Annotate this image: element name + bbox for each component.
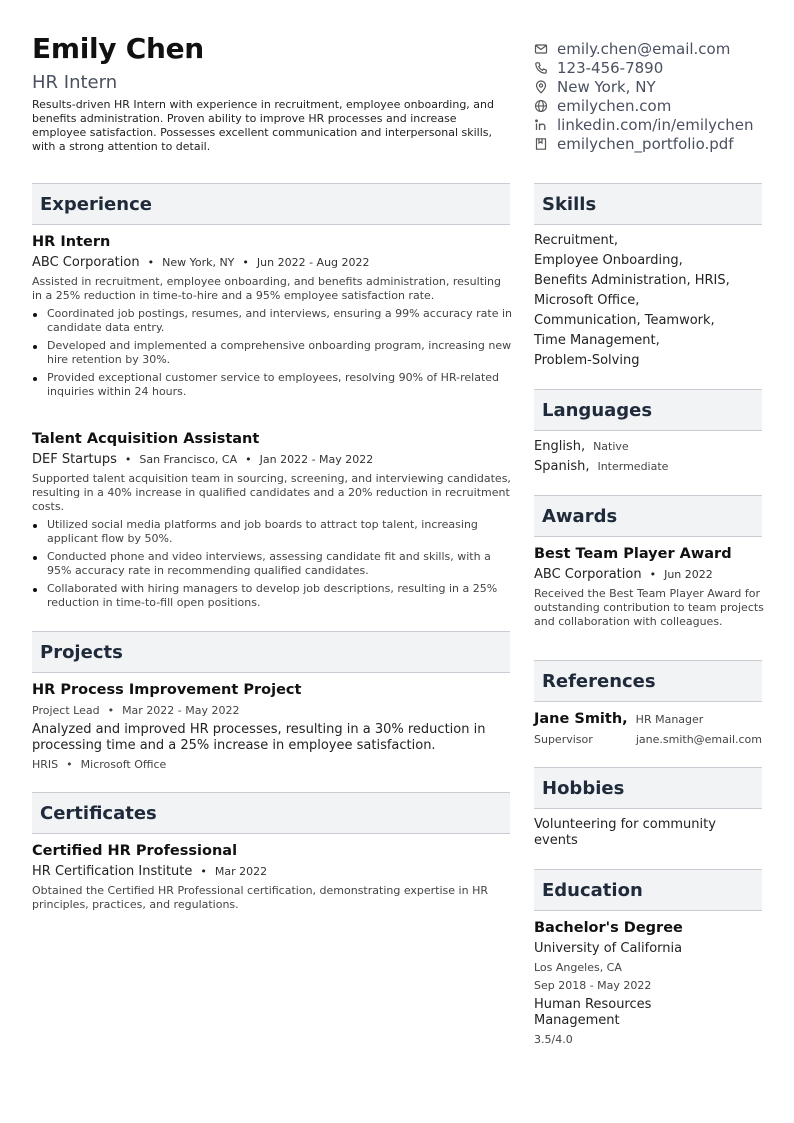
reference-name: Jane Smith, <box>534 711 628 727</box>
project-title: HR Process Improvement Project <box>32 682 302 698</box>
list-item: Conducted phone and video interviews, assessing candidate fit and skills, with a 95% accuracy rate in recommending qualified candidates. <box>32 550 514 578</box>
contact-phone-text: 123-456-7890 <box>557 58 664 77</box>
projects-heading: Projects <box>32 631 510 673</box>
award-title: Best Team Player Award <box>534 546 732 562</box>
list-item: Collaborated with hiring managers to develop job descriptions, resulting in a 25% reduction in time-to-fill open positions. <box>32 582 514 610</box>
language-item <box>534 457 766 477</box>
languages-list <box>534 437 766 477</box>
contact-list <box>534 39 784 153</box>
linkedin-icon <box>534 118 548 132</box>
location-pin-icon <box>534 80 548 94</box>
contact-location-text: New York, NY <box>557 77 656 96</box>
certificate-date: Mar 2022 <box>214 865 268 878</box>
contact-portfolio[interactable] <box>534 134 784 153</box>
language-item <box>534 437 766 457</box>
reference-details <box>534 733 762 746</box>
skills-heading: Skills <box>534 183 762 225</box>
job-summary: Assisted in recruitment, employee onboarding, and benefits administration, resulting in a 25% reduction in time-to-hire and a 95% employee satisfaction rate. <box>32 275 502 302</box>
job-summary: Supported talent acquisition team in sourcing, screening, and interviewing candidates, resulting in a 40% increase in qualified candidates and a 20% reduction in recruitment costs. <box>32 472 511 513</box>
contact-linkedin[interactable] <box>534 115 784 134</box>
project-tags <box>32 758 514 771</box>
reference-item <box>534 711 766 746</box>
hobbies-list <box>534 817 744 849</box>
job-company: ABC Corporation <box>32 255 140 270</box>
project-description: Analyzed and improved HR processes, resulting in a 30% reduction in processing time and a 25% increase in employee satisfaction. <box>32 722 486 753</box>
award-date: Jun 2022 <box>664 568 713 581</box>
job-bullets <box>32 518 514 610</box>
skill-line: Benefits Administration, HRIS, <box>534 273 730 288</box>
certificate-description: Obtained the Certified HR Professional certification, demonstrating expertise in HR principles, practices, and regulations. <box>32 884 488 911</box>
contact-linkedin-text: linkedin.com/in/emilychen <box>557 115 754 134</box>
language-level: Native <box>593 440 629 453</box>
list-item: Coordinated job postings, resumes, and interviews, ensuring a 99% accuracy rate in candidate data entry. <box>32 307 514 335</box>
job-dates: Jan 2022 - May 2022 <box>259 453 374 466</box>
certificate-title: Certified HR Professional <box>32 843 238 859</box>
education-heading: Education <box>534 869 762 911</box>
award-issuer: ABC Corporation <box>534 567 642 582</box>
project-dates: Mar 2022 - May 2022 <box>122 704 240 717</box>
contact-website-text: emilychen.com <box>557 96 672 115</box>
separator-dot: • <box>107 704 115 717</box>
separator-dot: • <box>66 758 73 771</box>
hobby-item: Volunteering for community events <box>534 817 716 848</box>
reference-relation: Supervisor <box>534 733 593 746</box>
project-tag: Microsoft Office <box>80 758 167 771</box>
profile-summary: Results-driven HR Intern with experience in recruitment, employee onboarding, and benefits administration. Proven ability to improve HR processes and increase employee satisfaction. Possesses excellent communication and interpersonal skills, with a strong attention to detail. <box>32 98 494 153</box>
list-item: Provided exceptional customer service to employees, resolving 90% of HR-related inquiries within 24 hours. <box>32 371 514 399</box>
certificate-item <box>32 843 514 912</box>
education-item <box>534 920 764 1046</box>
contact-email[interactable] <box>534 39 784 58</box>
language-name: Spanish, <box>534 459 590 474</box>
job-meta <box>32 452 514 467</box>
experience-item <box>32 431 514 614</box>
contact-website[interactable] <box>534 96 784 115</box>
experience-heading: Experience <box>32 183 510 225</box>
project-tag: HRIS <box>32 758 59 771</box>
certificates-heading: Certificates <box>32 792 510 834</box>
job-company: DEF Startups <box>32 452 117 467</box>
award-meta <box>534 567 764 582</box>
award-item <box>534 546 764 629</box>
skills-list <box>534 231 766 371</box>
reference-header <box>534 711 766 727</box>
separator-dot: • <box>242 256 249 269</box>
job-location: New York, NY <box>162 256 235 269</box>
skill-line: Recruitment, <box>534 233 619 248</box>
phone-icon <box>534 61 548 75</box>
references-heading: References <box>534 660 762 702</box>
contact-location <box>534 77 784 96</box>
job-bullets <box>32 307 514 399</box>
candidate-role: HR Intern <box>32 72 118 93</box>
language-level: Intermediate <box>597 460 669 473</box>
separator-dot: • <box>245 453 252 466</box>
job-title: Talent Acquisition Assistant <box>32 431 260 447</box>
education-dates: Sep 2018 - May 2022 <box>534 979 652 992</box>
certificate-meta <box>32 864 514 879</box>
skill-line: Microsoft Office, <box>534 293 640 308</box>
job-dates: Jun 2022 - Aug 2022 <box>256 256 370 269</box>
education-gpa: 3.5/4.0 <box>534 1033 573 1046</box>
job-title: HR Intern <box>32 234 111 250</box>
certificate-issuer: HR Certification Institute <box>32 864 193 879</box>
education-location: Los Angeles, CA <box>534 961 622 974</box>
contact-phone[interactable] <box>534 58 784 77</box>
job-meta <box>32 255 514 270</box>
skill-line: Employee Onboarding, <box>534 253 683 268</box>
separator-dot: • <box>649 568 657 581</box>
project-item <box>32 682 514 771</box>
education-degree: Bachelor's Degree <box>534 920 683 936</box>
language-name: English, <box>534 439 586 454</box>
file-icon <box>534 137 548 151</box>
project-meta <box>32 704 514 717</box>
awards-heading: Awards <box>534 495 762 537</box>
job-location: San Francisco, CA <box>139 453 238 466</box>
reference-title: HR Manager <box>635 713 704 726</box>
education-field: Human Resources Management <box>534 997 652 1028</box>
list-item: Developed and implemented a comprehensive onboarding program, increasing new hire retention by 30%. <box>32 339 514 367</box>
contact-portfolio-text: emilychen_portfolio.pdf <box>557 134 734 153</box>
separator-dot: • <box>200 865 207 878</box>
languages-heading: Languages <box>534 389 762 431</box>
experience-item <box>32 234 514 403</box>
education-school: University of California <box>534 941 683 956</box>
separator-dot: • <box>147 256 155 269</box>
globe-icon <box>534 99 548 113</box>
email-icon <box>534 42 548 56</box>
reference-email[interactable]: jane.smith@email.com <box>635 733 762 746</box>
separator-dot: • <box>124 453 132 466</box>
skill-line: Time Management, <box>534 333 660 348</box>
award-description: Received the Best Team Player Award for outstanding contribution to team projects and collaboration with colleagues. <box>534 587 764 628</box>
contact-email-text: emily.chen@email.com <box>557 39 731 58</box>
candidate-name: Emily Chen <box>32 32 204 65</box>
list-item: Utilized social media platforms and job boards to attract top talent, increasing applicant flow by 50%. <box>32 518 514 546</box>
skill-line: Communication, Teamwork, <box>534 313 715 328</box>
hobbies-heading: Hobbies <box>534 767 762 809</box>
skill-line: Problem-Solving <box>534 353 640 368</box>
project-role: Project Lead <box>32 704 100 717</box>
